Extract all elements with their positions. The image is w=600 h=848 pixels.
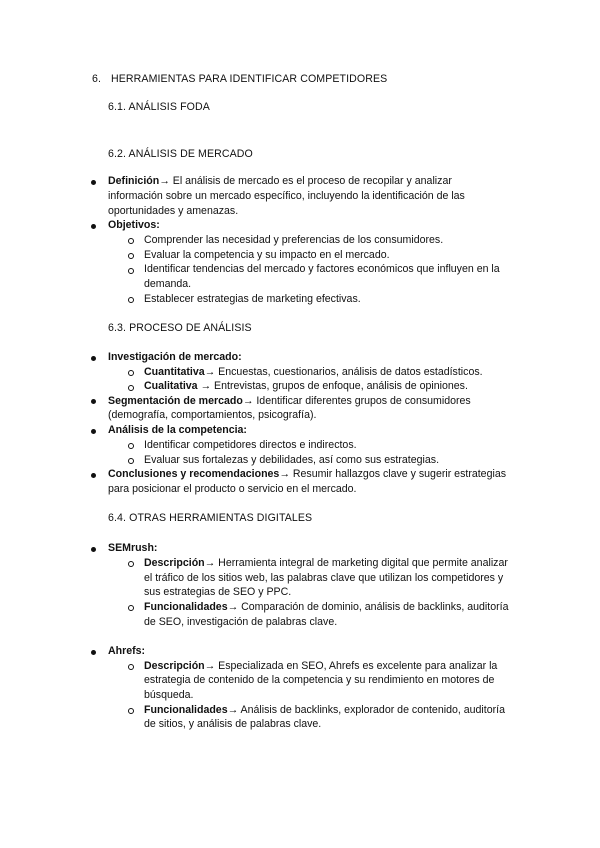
bullet-icon bbox=[91, 224, 96, 229]
segmentacion-line-2: (demografía, comportamientos, psicografía). bbox=[108, 409, 317, 421]
objetivo-item: Comprender las necesidad y preferencias de los consumidores. bbox=[144, 234, 444, 246]
definicion-line-2: información sobre un mercado específico, incluyendo la identificación de las bbox=[108, 190, 465, 202]
bullet-icon bbox=[91, 429, 96, 434]
semrush-func-line-2: de SEO, investigación de palabras clave. bbox=[144, 616, 338, 628]
ahrefs-term: Ahrefs: bbox=[108, 645, 146, 657]
competencia-item: Identificar competidores directos e indirectos. bbox=[144, 439, 357, 451]
ahrefs-desc-line-2: estrategia de contenido de la competencia y su rendimiento en motores de bbox=[144, 674, 495, 686]
circle-bullet-icon bbox=[128, 253, 134, 259]
definicion-line-1 bbox=[108, 174, 452, 189]
bullet-icon bbox=[91, 473, 96, 478]
circle-bullet-icon bbox=[128, 561, 134, 567]
ahrefs-desc-line-1: Descripción→ Especializada en SEO, Ahrefs es excelente para analizar la bbox=[144, 660, 498, 672]
conclusiones-line-1: Conclusiones y recomendaciones→ Resumir hallazgos clave y sugerir estrategias bbox=[108, 468, 507, 480]
objetivo-item: Identificar tendencias del mercado y factores económicos que influyen en la bbox=[144, 263, 500, 275]
ahrefs-func-line-2: de sitios, y análisis de palabras clave. bbox=[144, 718, 322, 730]
circle-bullet-icon bbox=[128, 443, 134, 449]
investigacion-term: Investigación de mercado: bbox=[108, 351, 242, 363]
circle-bullet-icon bbox=[128, 708, 134, 714]
section-6-4-heading: 6.4. OTRAS HERRAMIENTAS DIGITALES bbox=[108, 512, 313, 524]
semrush-term: SEMrush: bbox=[108, 542, 158, 554]
bullet-icon bbox=[91, 180, 96, 185]
section-6-1-heading: 6.1. ANÁLISIS FODA bbox=[108, 101, 210, 113]
segmentacion-line-1: Segmentación de mercado→ Identificar diferentes grupos de consumidores bbox=[108, 395, 471, 407]
heading-main: HERRAMIENTAS PARA IDENTIFICAR COMPETIDORES bbox=[111, 73, 388, 85]
conclusiones-line-2: para posicionar el producto o servicio en el mercado. bbox=[108, 483, 357, 495]
cuantitativa-line: Cuantitativa→ Encuestas, cuestionarios, análisis de datos estadísticos. bbox=[144, 366, 483, 378]
arrow-glyph: → bbox=[159, 175, 170, 187]
definicion-line-3: oportunidades y amenazas. bbox=[108, 205, 239, 217]
semrush-desc-line-2: el tráfico de los sitios web, las palabras clave que utilizan los competidores y bbox=[144, 572, 504, 584]
objetivo-item: Evaluar la competencia y su impacto en el mercado. bbox=[144, 249, 390, 261]
bullet-icon bbox=[91, 356, 96, 361]
competencia-item: Evaluar sus fortalezas y debilidades, así como sus estrategias. bbox=[144, 454, 440, 466]
circle-bullet-icon bbox=[128, 297, 134, 303]
section-6-3-heading: 6.3. PROCESO DE ANÁLISIS bbox=[108, 322, 252, 334]
cualitativa-line: Cualitativa → Entrevistas, grupos de enfoque, análisis de opiniones. bbox=[144, 380, 468, 392]
semrush-func-line-1: Funcionalidades→ Comparación de dominio, análisis de backlinks, auditoría bbox=[144, 601, 509, 613]
objetivo-item-cont: demanda. bbox=[144, 278, 192, 290]
circle-bullet-icon bbox=[128, 605, 134, 611]
definicion-term: Definición bbox=[108, 175, 160, 187]
ahrefs-desc-line-3: búsqueda. bbox=[144, 689, 194, 701]
objetivo-item: Establecer estrategias de marketing efectivas. bbox=[144, 293, 361, 305]
definicion-text: El análisis de mercado es el proceso de recopilar y analizar bbox=[169, 175, 452, 187]
circle-bullet-icon bbox=[128, 458, 134, 464]
semrush-desc-line-3: sus estrategias de SEO y PPC. bbox=[144, 586, 292, 598]
bullet-icon bbox=[91, 650, 96, 655]
competencia-term: Análisis de la competencia: bbox=[108, 424, 247, 436]
heading-number: 6. bbox=[92, 73, 102, 85]
bullet-icon bbox=[91, 399, 96, 404]
circle-bullet-icon bbox=[128, 370, 134, 376]
objetivos-term: Objetivos: bbox=[108, 219, 160, 231]
circle-bullet-icon bbox=[128, 268, 134, 274]
ahrefs-func-line-1: Funcionalidades→ Análisis de backlinks, explorador de contenido, auditoría bbox=[144, 704, 505, 716]
circle-bullet-icon bbox=[128, 238, 134, 244]
section-6-2-heading: 6.2. ANÁLISIS DE MERCADO bbox=[108, 148, 253, 160]
semrush-desc-line-1: Descripción→ Herramienta integral de marketing digital que permite analizar bbox=[144, 557, 508, 569]
circle-bullet-icon bbox=[128, 385, 134, 391]
bullet-icon bbox=[91, 547, 96, 552]
circle-bullet-icon bbox=[128, 664, 134, 670]
